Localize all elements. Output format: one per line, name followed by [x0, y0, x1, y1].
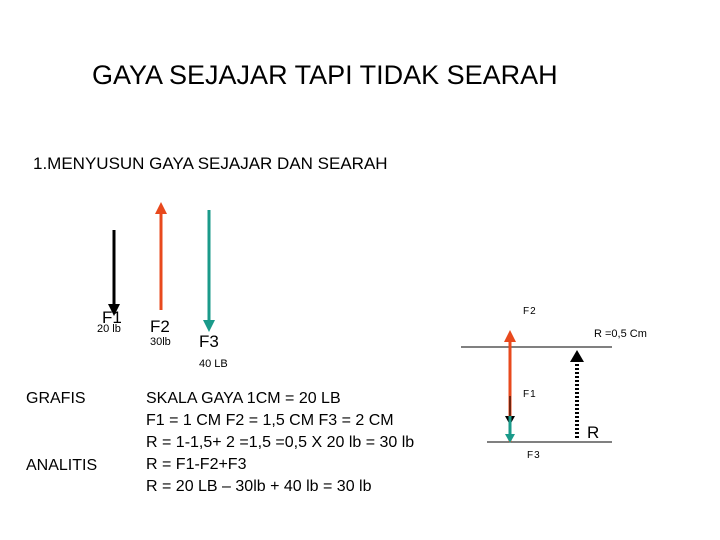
f2-value-label: 30lb [150, 336, 171, 348]
f2-arrow [155, 202, 167, 310]
resultant-value-label: R =0,5 Cm [594, 328, 647, 340]
f1-arrow [108, 230, 120, 316]
resultant-dashed-vector [570, 350, 584, 440]
section-subtitle: 1.MENYUSUN GAYA SEJAJAR DAN SEARAH [33, 154, 388, 173]
f3-value-label: 40 LB [199, 358, 228, 370]
calc-line-3: R = 1-1,5+ 2 =1,5 =0,5 X 20 lb = 30 lb [146, 434, 415, 451]
f1-value-label: 20 lb [97, 323, 121, 335]
graph-f2-label: F2 [523, 306, 537, 317]
graph-f3-label: F3 [527, 450, 541, 461]
graph-f3-vector [505, 416, 515, 443]
calc-line-5: R = 20 LB – 30lb + 40 lb = 30 lb [146, 478, 372, 495]
f2-name-label: F2 [150, 317, 170, 336]
page-title: GAYA SEJAJAR TAPI TIDAK SEARAH [92, 60, 558, 90]
f3-name-label: F3 [199, 332, 219, 351]
grafis-label: GRAFIS [26, 390, 86, 407]
calc-line-4: R = F1-F2+F3 [146, 456, 247, 473]
resultant-label: R [587, 423, 600, 442]
calc-line-1: SKALA GAYA 1CM = 20 LB [146, 390, 341, 407]
calc-line-2: F1 = 1 CM F2 = 1,5 CM F3 = 2 CM [146, 412, 394, 429]
f1-name-label: F1 [102, 308, 122, 327]
f3-arrow [203, 210, 215, 332]
graph-f1-label: F1 [523, 389, 537, 400]
analitis-label: ANALITIS [26, 457, 98, 474]
